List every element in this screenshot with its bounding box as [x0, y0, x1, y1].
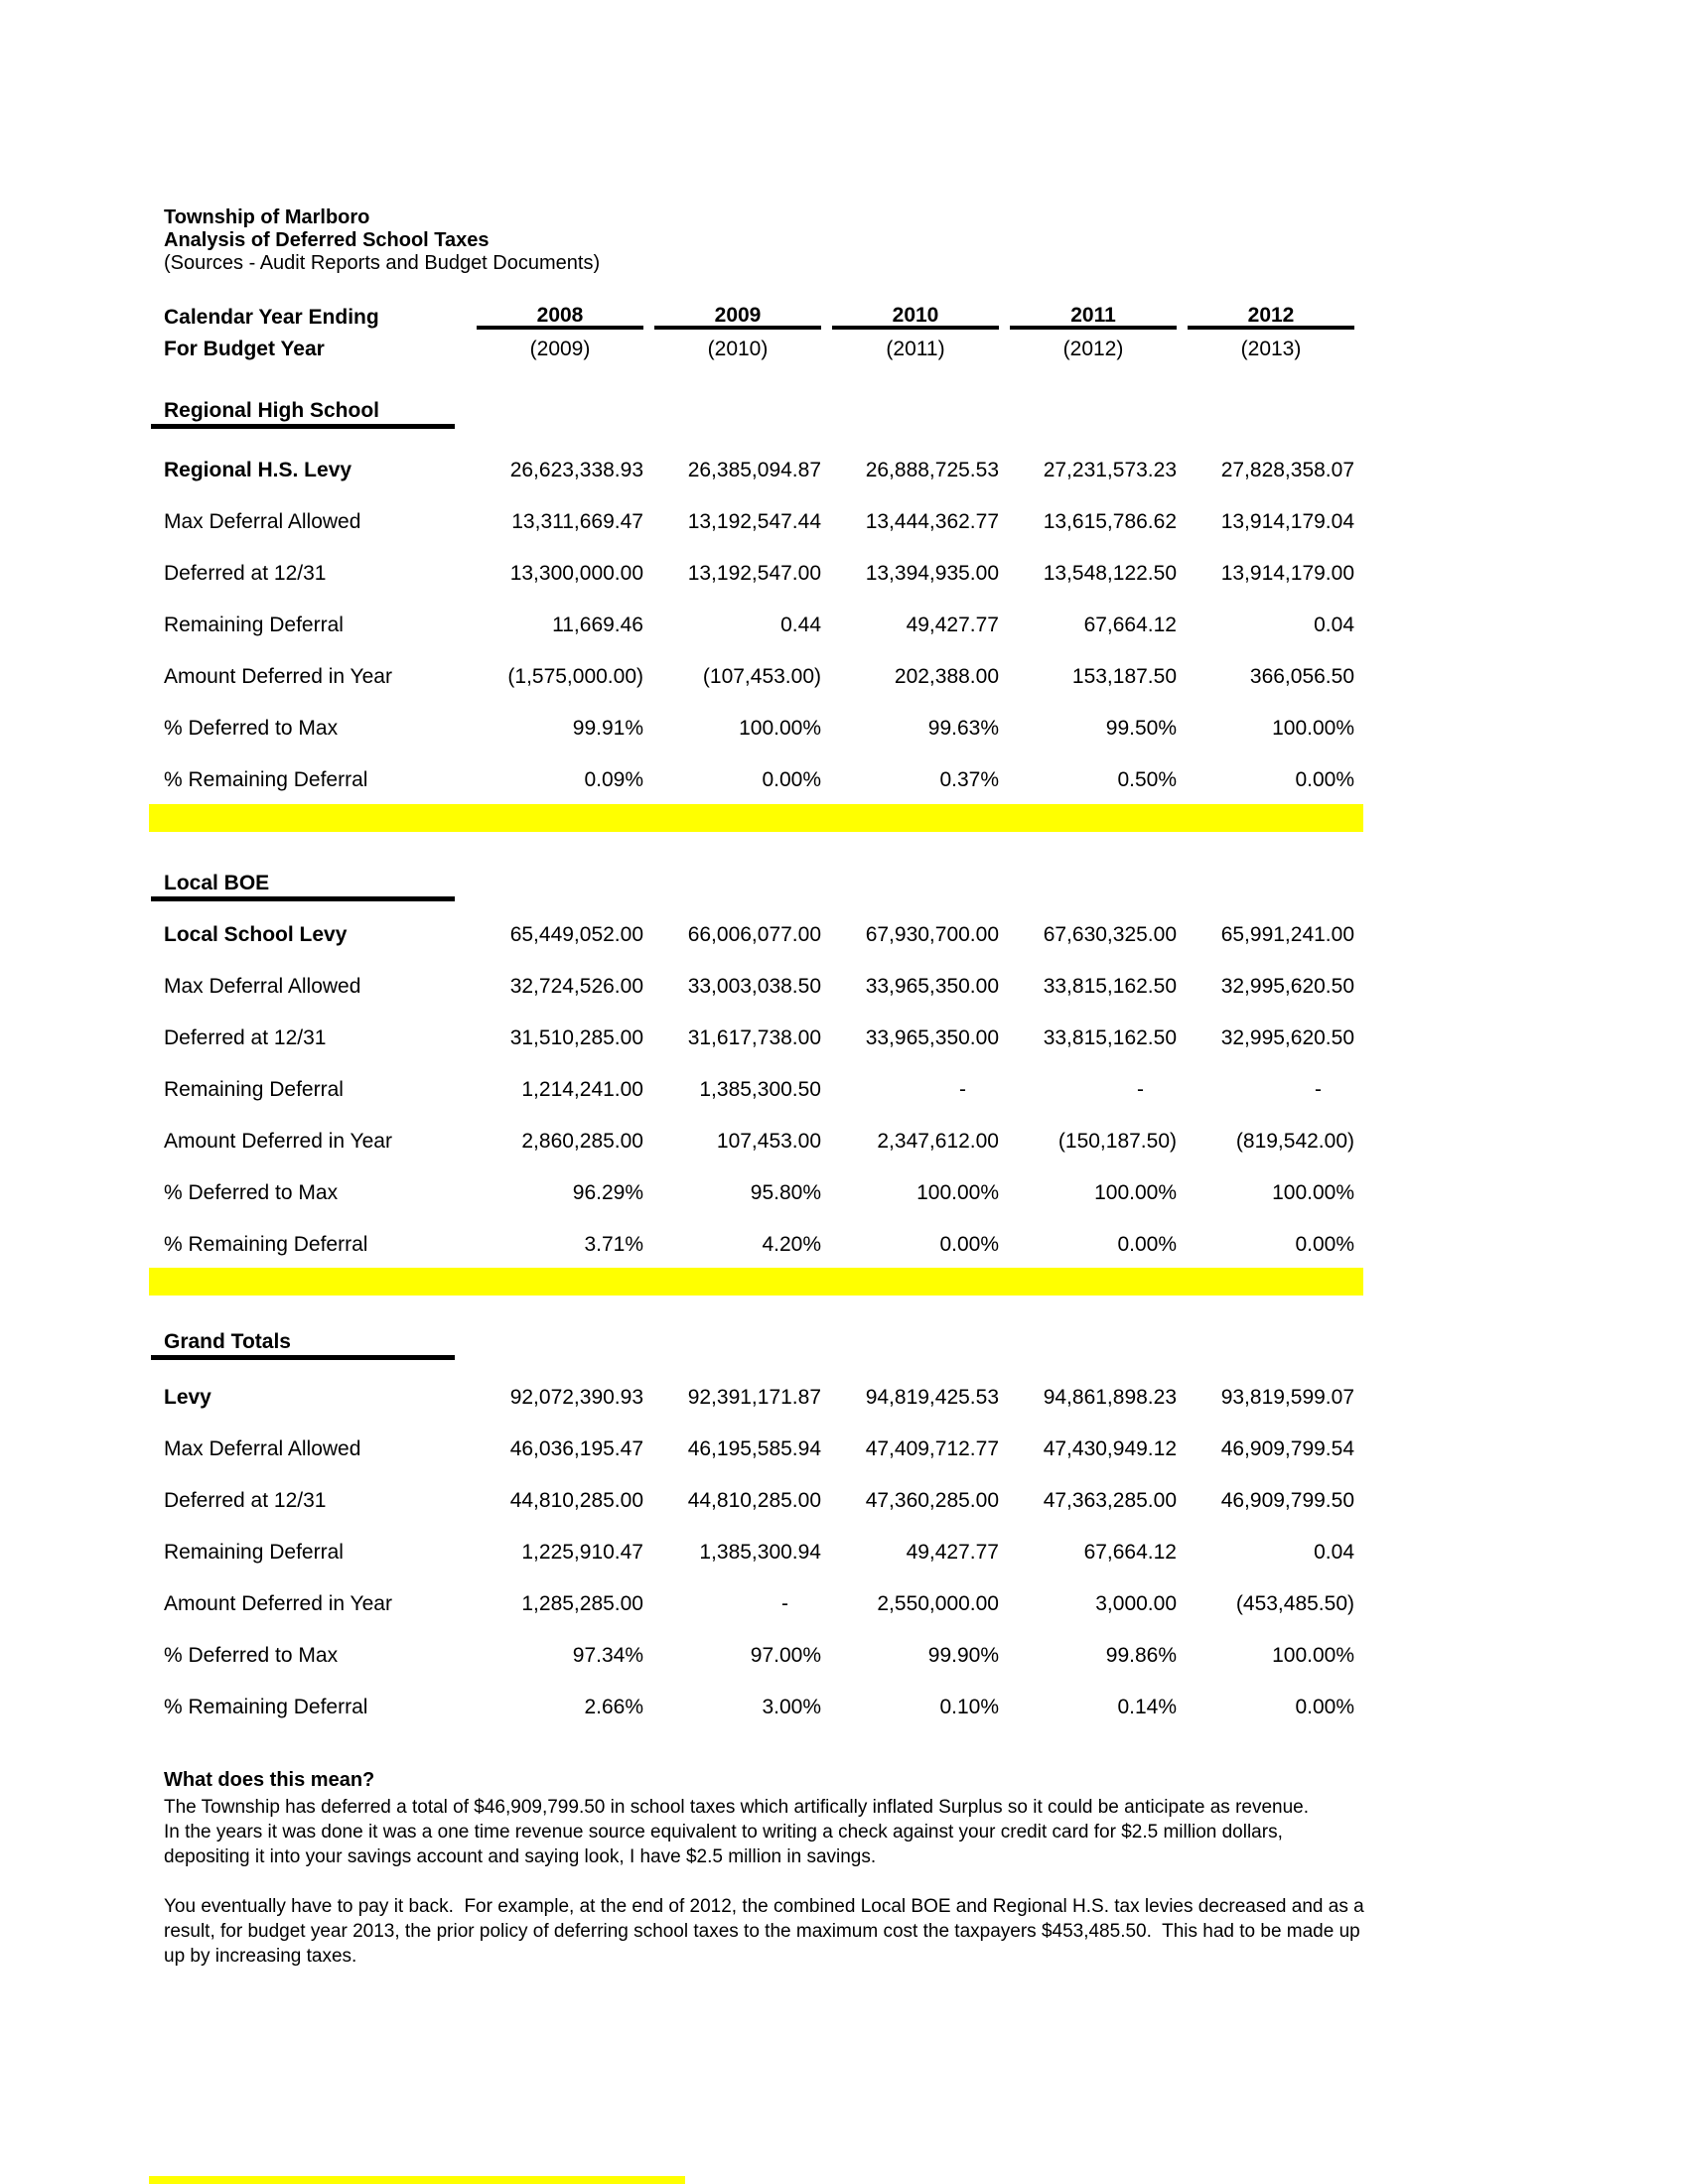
cell-value: 0.04: [1314, 1541, 1354, 1564]
row-label: Remaining Deferral: [164, 614, 344, 636]
cell-value: 99.86%: [1105, 1644, 1177, 1667]
cell-value: 3.00%: [762, 1696, 821, 1718]
table-row: [164, 1233, 1354, 1263]
cell-value: 13,914,179.04: [1220, 510, 1354, 533]
cell-value: 0.44: [780, 614, 821, 636]
row-label: Remaining Deferral: [164, 1541, 344, 1564]
budget-year-header: (2011): [886, 338, 945, 360]
cell-value: 46,909,799.50: [1220, 1489, 1354, 1512]
cell-value: 96.29%: [572, 1181, 643, 1204]
page-title: Township of Marlboro: [164, 206, 370, 228]
table-row: [164, 510, 1354, 540]
cell-value: 100.00%: [1272, 717, 1354, 740]
cell-value: 46,909,799.54: [1220, 1437, 1354, 1460]
footnote-line: result, for budget year 2013, the prior policy of deferring school taxes to the maximum cost the taxpayers $453,485.50. This had to be made up: [164, 1921, 1360, 1942]
cell-value: 47,430,949.12: [1043, 1437, 1177, 1460]
cell-value: 26,623,338.93: [509, 459, 643, 481]
table-row: [164, 459, 1354, 488]
cell-value: 2,347,612.00: [877, 1130, 999, 1153]
cell-value: 0.14%: [1117, 1696, 1177, 1718]
cell-value: 13,548,122.50: [1043, 562, 1177, 585]
cell-value: -: [1315, 1078, 1322, 1101]
budget-year-row: [164, 338, 1354, 367]
cell-value: 0.04: [1314, 614, 1354, 636]
cell-value: 95.80%: [750, 1181, 821, 1204]
row-label: Amount Deferred in Year: [164, 665, 392, 688]
cell-value: 26,385,094.87: [687, 459, 821, 481]
cell-value: 33,815,162.50: [1043, 1026, 1177, 1049]
cell-value: 0.00%: [1295, 1233, 1354, 1256]
cell-value: 33,965,350.00: [865, 975, 999, 998]
year-header: 2009: [654, 306, 821, 330]
cell-value: 32,995,620.50: [1220, 1026, 1354, 1049]
cell-value: 46,036,195.47: [509, 1437, 643, 1460]
cell-value: 13,444,362.77: [865, 510, 999, 533]
cell-value: 47,360,285.00: [865, 1489, 999, 1512]
cell-value: 0.00%: [1295, 1696, 1354, 1718]
table-row: [164, 717, 1354, 747]
budget-year-header: (2010): [707, 338, 769, 360]
cell-value: 92,391,171.87: [687, 1386, 821, 1409]
footnote-line: The Township has deferred a total of $46,909,799.50 in school taxes which artifically inflated Surplus so it could be anticipate as revenue.: [164, 1797, 1310, 1818]
cell-value: 0.37%: [939, 768, 999, 791]
highlight-bar-bottom-partial: [149, 2176, 685, 2184]
cell-value: 13,300,000.00: [509, 562, 643, 585]
cell-value: 31,510,285.00: [509, 1026, 643, 1049]
footnote-line: depositing it into your savings account and saying look, I have $2.5 million in savings.: [164, 1846, 877, 1867]
cell-value: 2,550,000.00: [877, 1592, 999, 1615]
footnote-heading: What does this mean?: [164, 1769, 375, 1791]
cell-value: 92,072,390.93: [509, 1386, 643, 1409]
cell-value: 46,195,585.94: [687, 1437, 821, 1460]
cell-value: 33,965,350.00: [865, 1026, 999, 1049]
year-header: 2010: [832, 306, 999, 330]
cell-value: (1,575,000.00): [507, 665, 643, 688]
cell-value: 97.34%: [572, 1644, 643, 1667]
cell-value: 99.90%: [927, 1644, 999, 1667]
table-row: [164, 1181, 1354, 1211]
cell-value: 97.00%: [750, 1644, 821, 1667]
cell-value: 2,860,285.00: [521, 1130, 643, 1153]
cell-value: 4.20%: [762, 1233, 821, 1256]
cell-value: 33,815,162.50: [1043, 975, 1177, 998]
cell-value: 1,385,300.94: [699, 1541, 821, 1564]
table-row: [164, 975, 1354, 1005]
cell-value: (150,187.50): [1057, 1130, 1177, 1153]
row-label: % Deferred to Max: [164, 1181, 339, 1204]
row-label: % Deferred to Max: [164, 1644, 339, 1667]
cell-value: 0.50%: [1117, 768, 1177, 791]
cell-value: 47,363,285.00: [1043, 1489, 1177, 1512]
budget-year-header: (2012): [1062, 338, 1124, 360]
row-label: Local School Levy: [164, 923, 348, 946]
budget-year-header: (2009): [529, 338, 591, 360]
cell-value: 1,225,910.47: [521, 1541, 643, 1564]
footnote-line: up by increasing taxes.: [164, 1946, 357, 1967]
table-row: [164, 768, 1354, 798]
cell-value: 100.00%: [1094, 1181, 1177, 1204]
table-row: [164, 1437, 1354, 1467]
page-subtitle: Analysis of Deferred School Taxes: [164, 229, 490, 251]
row-label: % Remaining Deferral: [164, 1233, 368, 1256]
row-label: Amount Deferred in Year: [164, 1592, 392, 1615]
cell-value: 0.10%: [939, 1696, 999, 1718]
cell-value: 1,285,285.00: [521, 1592, 643, 1615]
highlight-bar-local-boe: [149, 1268, 1363, 1296]
cell-value: 1,214,241.00: [521, 1078, 643, 1101]
cell-value: 49,427.77: [906, 614, 999, 636]
cell-value: 13,192,547.44: [687, 510, 821, 533]
cell-value: 13,615,786.62: [1043, 510, 1177, 533]
highlight-bar-regional: [149, 804, 1363, 832]
row-label: Max Deferral Allowed: [164, 1437, 361, 1460]
table-row: [164, 1078, 1354, 1108]
cell-value: 33,003,038.50: [687, 975, 821, 998]
table-row: [164, 1592, 1354, 1622]
table-row: [164, 1026, 1354, 1056]
cell-value: 100.00%: [1272, 1181, 1354, 1204]
table-row: [164, 614, 1354, 643]
cell-value: 27,231,573.23: [1043, 459, 1177, 481]
cell-value: -: [781, 1592, 788, 1615]
cell-value: 3,000.00: [1095, 1592, 1177, 1615]
footnote-paragraph-1: [164, 1795, 1309, 1869]
cell-value: 67,630,325.00: [1043, 923, 1177, 946]
row-label: Regional H.S. Levy: [164, 459, 352, 481]
cell-value: 0.00%: [939, 1233, 999, 1256]
row-label: Levy: [164, 1386, 211, 1409]
cell-value: 13,394,935.00: [865, 562, 999, 585]
cell-value: 11,669.46: [552, 614, 643, 636]
year-header: 2011: [1010, 306, 1177, 330]
row-label: Max Deferral Allowed: [164, 510, 361, 533]
section-title: Local BOE: [164, 872, 270, 894]
cell-value: -: [1137, 1078, 1144, 1101]
cell-value: 0.00%: [762, 768, 821, 791]
section-underline: [151, 896, 455, 901]
cell-value: 153,187.50: [1071, 665, 1177, 688]
column-header-row: [164, 306, 1354, 336]
cell-value: 44,810,285.00: [509, 1489, 643, 1512]
table-row: [164, 665, 1354, 695]
cell-value: 3.71%: [584, 1233, 643, 1256]
calendar-year-ending-label: Calendar Year Ending: [164, 306, 379, 329]
cell-value: 31,617,738.00: [687, 1026, 821, 1049]
cell-value: (107,453.00): [702, 665, 821, 688]
table-row: [164, 1130, 1354, 1160]
row-label: % Remaining Deferral: [164, 768, 368, 791]
section-underline: [151, 424, 455, 429]
cell-value: 100.00%: [916, 1181, 999, 1204]
cell-value: 27,828,358.07: [1220, 459, 1354, 481]
cell-value: 202,388.00: [894, 665, 999, 688]
page-source-note: (Sources - Audit Reports and Budget Documents): [164, 252, 601, 274]
row-label: Deferred at 12/31: [164, 1026, 327, 1049]
cell-value: (453,485.50): [1235, 1592, 1354, 1615]
footnote-line: In the years it was done it was a one time revenue source equivalent to writing a check against your credit card for $2.5 million dollars,: [164, 1822, 1283, 1843]
cell-value: 44,810,285.00: [687, 1489, 821, 1512]
table-row: [164, 1489, 1354, 1519]
cell-value: 65,449,052.00: [509, 923, 643, 946]
section-title: Regional High School: [164, 399, 380, 422]
cell-value: 65,991,241.00: [1220, 923, 1354, 946]
cell-value: -: [959, 1078, 966, 1101]
table-row: [164, 1696, 1354, 1725]
row-label: % Remaining Deferral: [164, 1696, 368, 1718]
budget-year-header: (2013): [1240, 338, 1302, 360]
cell-value: 94,819,425.53: [865, 1386, 999, 1409]
cell-value: 107,453.00: [716, 1130, 821, 1153]
cell-value: 67,664.12: [1083, 1541, 1177, 1564]
cell-value: 99.63%: [927, 717, 999, 740]
cell-value: 67,930,700.00: [865, 923, 999, 946]
cell-value: 13,311,669.47: [511, 510, 643, 533]
cell-value: 32,995,620.50: [1220, 975, 1354, 998]
cell-value: 13,914,179.00: [1220, 562, 1354, 585]
cell-value: 100.00%: [1272, 1644, 1354, 1667]
cell-value: 0.00%: [1117, 1233, 1177, 1256]
cell-value: 0.00%: [1295, 768, 1354, 791]
table-row: [164, 562, 1354, 592]
cell-value: (819,542.00): [1235, 1130, 1354, 1153]
cell-value: 100.00%: [739, 717, 821, 740]
section-underline: [151, 1355, 455, 1360]
cell-value: 26,888,725.53: [865, 459, 999, 481]
cell-value: 66,006,077.00: [687, 923, 821, 946]
for-budget-year-label: For Budget Year: [164, 338, 325, 360]
table-row: [164, 1386, 1354, 1416]
cell-value: 2.66%: [584, 1696, 643, 1718]
row-label: % Deferred to Max: [164, 717, 339, 740]
row-label: Max Deferral Allowed: [164, 975, 361, 998]
table-row: [164, 1541, 1354, 1570]
row-label: Deferred at 12/31: [164, 562, 327, 585]
cell-value: 13,192,547.00: [687, 562, 821, 585]
cell-value: 93,819,599.07: [1220, 1386, 1354, 1409]
cell-value: 47,409,712.77: [865, 1437, 999, 1460]
year-header: 2012: [1188, 306, 1354, 330]
table-row: [164, 923, 1354, 953]
cell-value: 32,724,526.00: [509, 975, 643, 998]
row-label: Deferred at 12/31: [164, 1489, 327, 1512]
cell-value: 94,861,898.23: [1043, 1386, 1177, 1409]
cell-value: 67,664.12: [1083, 614, 1177, 636]
footnote-paragraph-2: [164, 1894, 1364, 1969]
section-title: Grand Totals: [164, 1330, 291, 1353]
cell-value: 366,056.50: [1249, 665, 1354, 688]
cell-value: 0.09%: [584, 768, 643, 791]
cell-value: 1,385,300.50: [699, 1078, 821, 1101]
row-label: Amount Deferred in Year: [164, 1130, 392, 1153]
cell-value: 49,427.77: [906, 1541, 999, 1564]
year-header: 2008: [477, 306, 643, 330]
cell-value: 99.50%: [1105, 717, 1177, 740]
cell-value: 99.91%: [572, 717, 643, 740]
row-label: Remaining Deferral: [164, 1078, 344, 1101]
table-row: [164, 1644, 1354, 1674]
footnote-line: You eventually have to pay it back. For example, at the end of 2012, the combined Local BOE and Regional H.S. tax levies decreased and as a: [164, 1896, 1364, 1917]
